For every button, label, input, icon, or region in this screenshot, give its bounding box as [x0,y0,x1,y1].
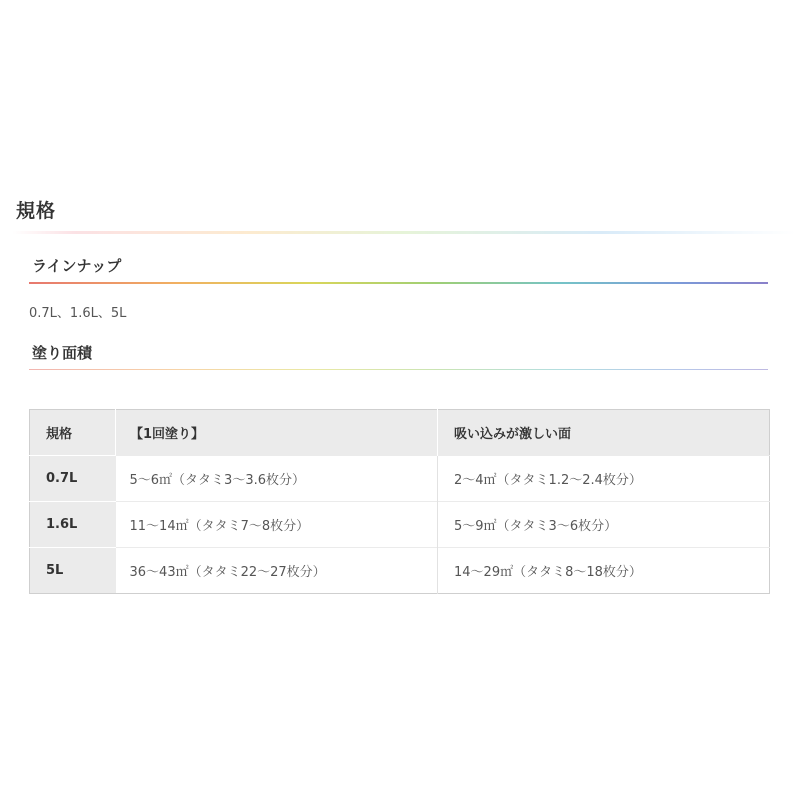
header-single-coat: 【1回塗り】 [116,410,438,456]
row-absorbent-surface: 2〜4㎡（タタミ1.2〜2.4枚分） [438,456,770,502]
lineup-divider [29,282,768,284]
row-absorbent-surface: 14〜29㎡（タタミ8〜18枚分） [438,548,770,594]
coverage-table [29,409,770,594]
table-row [30,502,770,548]
coverage-heading: 塗り面積 [32,344,93,362]
row-single-coat: 36〜43㎡（タタミ22〜27枚分） [116,548,438,594]
row-spec: 0.7L [30,456,116,502]
header-absorbent-surface: 吸い込みが激しい面 [438,410,770,456]
table-header-row [30,410,770,456]
header-spec: 規格 [30,410,116,456]
row-single-coat: 5〜6㎡（タタミ3〜3.6枚分） [116,456,438,502]
section-divider [12,231,796,234]
lineup-text: 0.7L、1.6L、5L [29,306,127,321]
row-absorbent-surface: 5〜9㎡（タタミ3〜6枚分） [438,502,770,548]
coverage-divider [29,369,768,370]
row-spec: 5L [30,548,116,594]
lineup-heading: ラインナップ [32,257,122,275]
row-spec: 1.6L [30,502,116,548]
row-single-coat: 11〜14㎡（タタミ7〜8枚分） [116,502,438,548]
section-title: 規格 [16,200,57,222]
table-row [30,548,770,594]
table-row [30,456,770,502]
